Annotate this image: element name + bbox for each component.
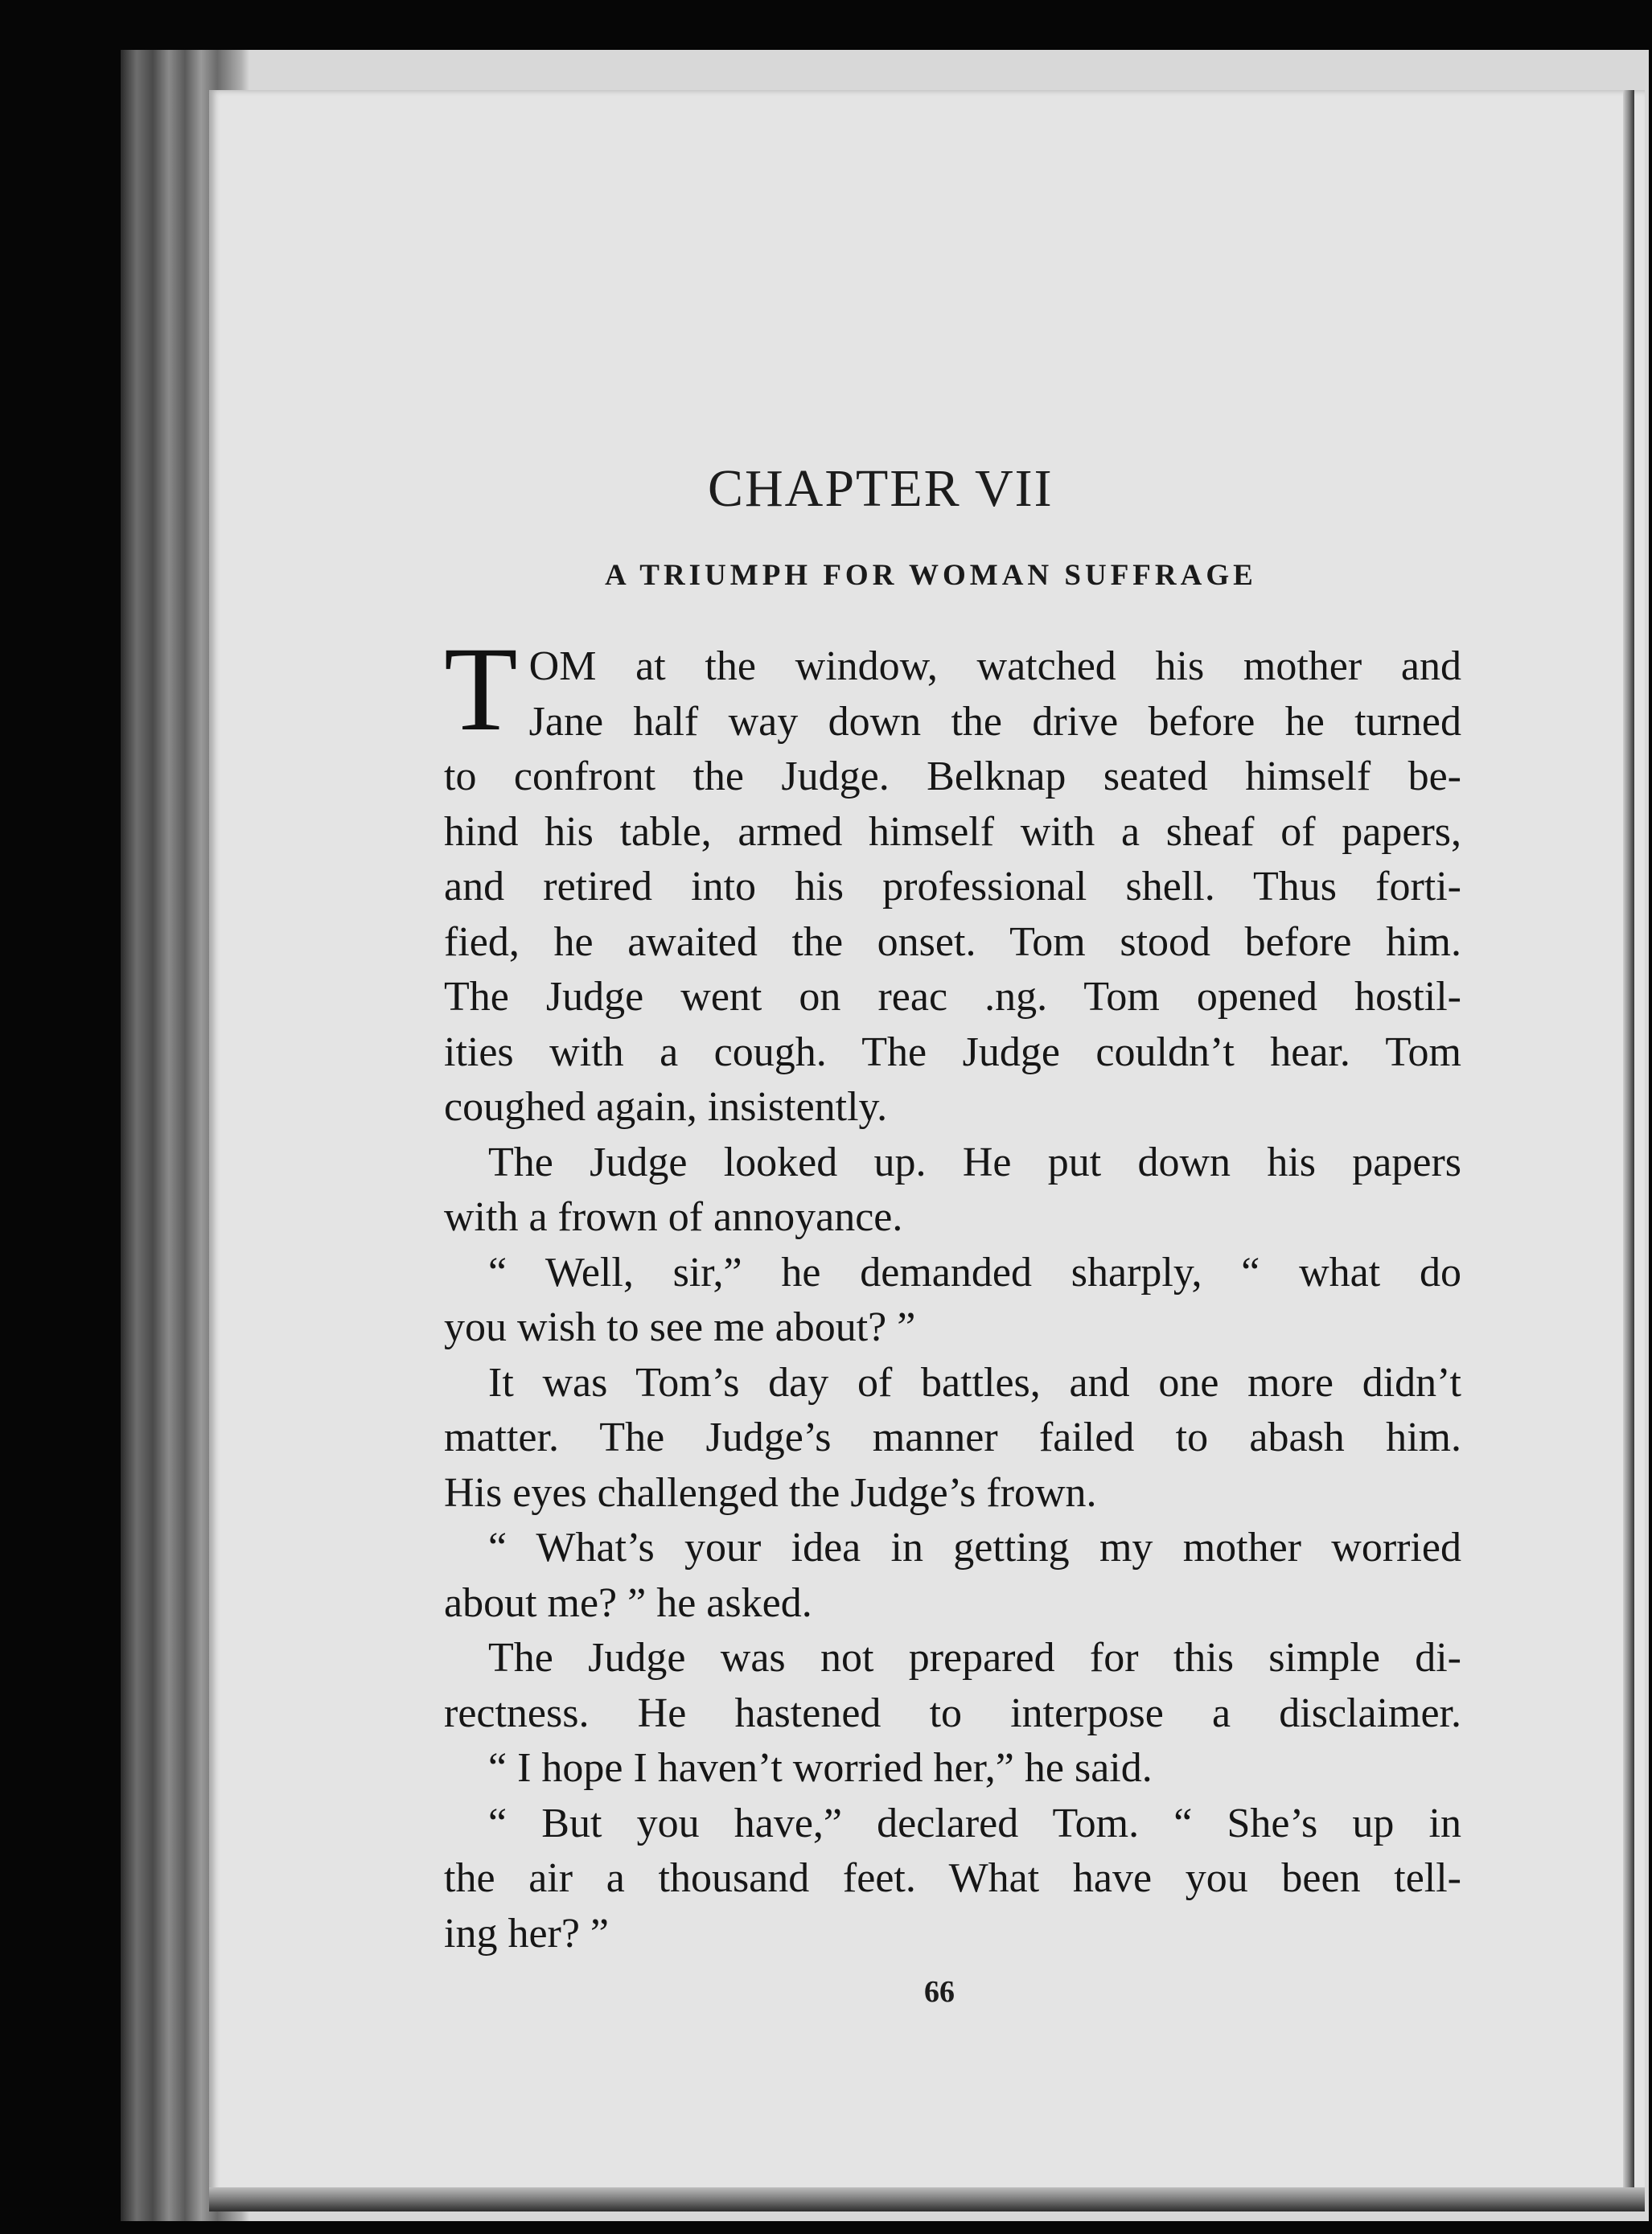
chapter-title: CHAPTER VII — [708, 459, 1054, 518]
text-line: about me? ” he asked. — [444, 1579, 812, 1626]
text-line: It was Tom’s day of battles, and one more didn’t — [488, 1359, 1461, 1406]
page-right-shadow — [1623, 90, 1634, 2197]
text-line: “ I hope I haven’t worried her,” he said. — [488, 1745, 1153, 1791]
text-line: you wish to see me about? ” — [444, 1304, 916, 1350]
text-line: with a frown of annoyance. — [444, 1194, 903, 1240]
text-line: ing her? ” — [444, 1910, 610, 1957]
text-line: rectness. He hastened to interpose a disclaimer. — [444, 1690, 1461, 1736]
text-line: ities with a cough. The Judge couldn’t hear. Tom — [444, 1029, 1461, 1075]
text-line: fied, he awaited the onset. Tom stood before him. — [444, 918, 1461, 965]
text-line: “ But you have,” declared Tom. “ She’s up in — [488, 1800, 1461, 1846]
text-line: “ What’s your idea in getting my mother worried — [488, 1525, 1461, 1571]
text-line: to confront the Judge. Belknap seated himself be- — [444, 754, 1461, 799]
text-line: the air a thousand feet. What have you been tell- — [444, 1855, 1461, 1901]
text-line: “ Well, sir,” he demanded sharply, “ what do — [488, 1249, 1461, 1296]
text-line: Jane half way down the drive before he turned — [528, 698, 1461, 745]
drop-cap: T — [444, 622, 518, 756]
text-line: matter. The Judge’s manner failed to abash him. — [444, 1415, 1461, 1460]
chapter-subtitle: A TRIUMPH FOR WOMAN SUFFRAGE — [605, 559, 1257, 592]
text-line: The Judge was not prepared for this simple di- — [488, 1635, 1461, 1681]
text-line: and retired into his professional shell. Thus forti- — [444, 864, 1461, 910]
text-line: OM at the window, watched his mother and — [528, 643, 1461, 689]
page-bottom-shadow — [209, 2187, 1645, 2211]
text-line: The Judge went on reac .ng. Tom opened hostil- — [444, 974, 1461, 1020]
page-number: 66 — [924, 1975, 955, 2009]
text-line: hind his table, armed himself with a sheaf of papers, — [444, 808, 1461, 855]
text-line: His eyes challenged the Judge’s frown. — [444, 1469, 1097, 1516]
text-line: coughed again, insistently. — [444, 1084, 888, 1130]
chapter-body — [444, 622, 1461, 1961]
text-line: The Judge looked up. He put down his papers — [488, 1139, 1461, 1185]
